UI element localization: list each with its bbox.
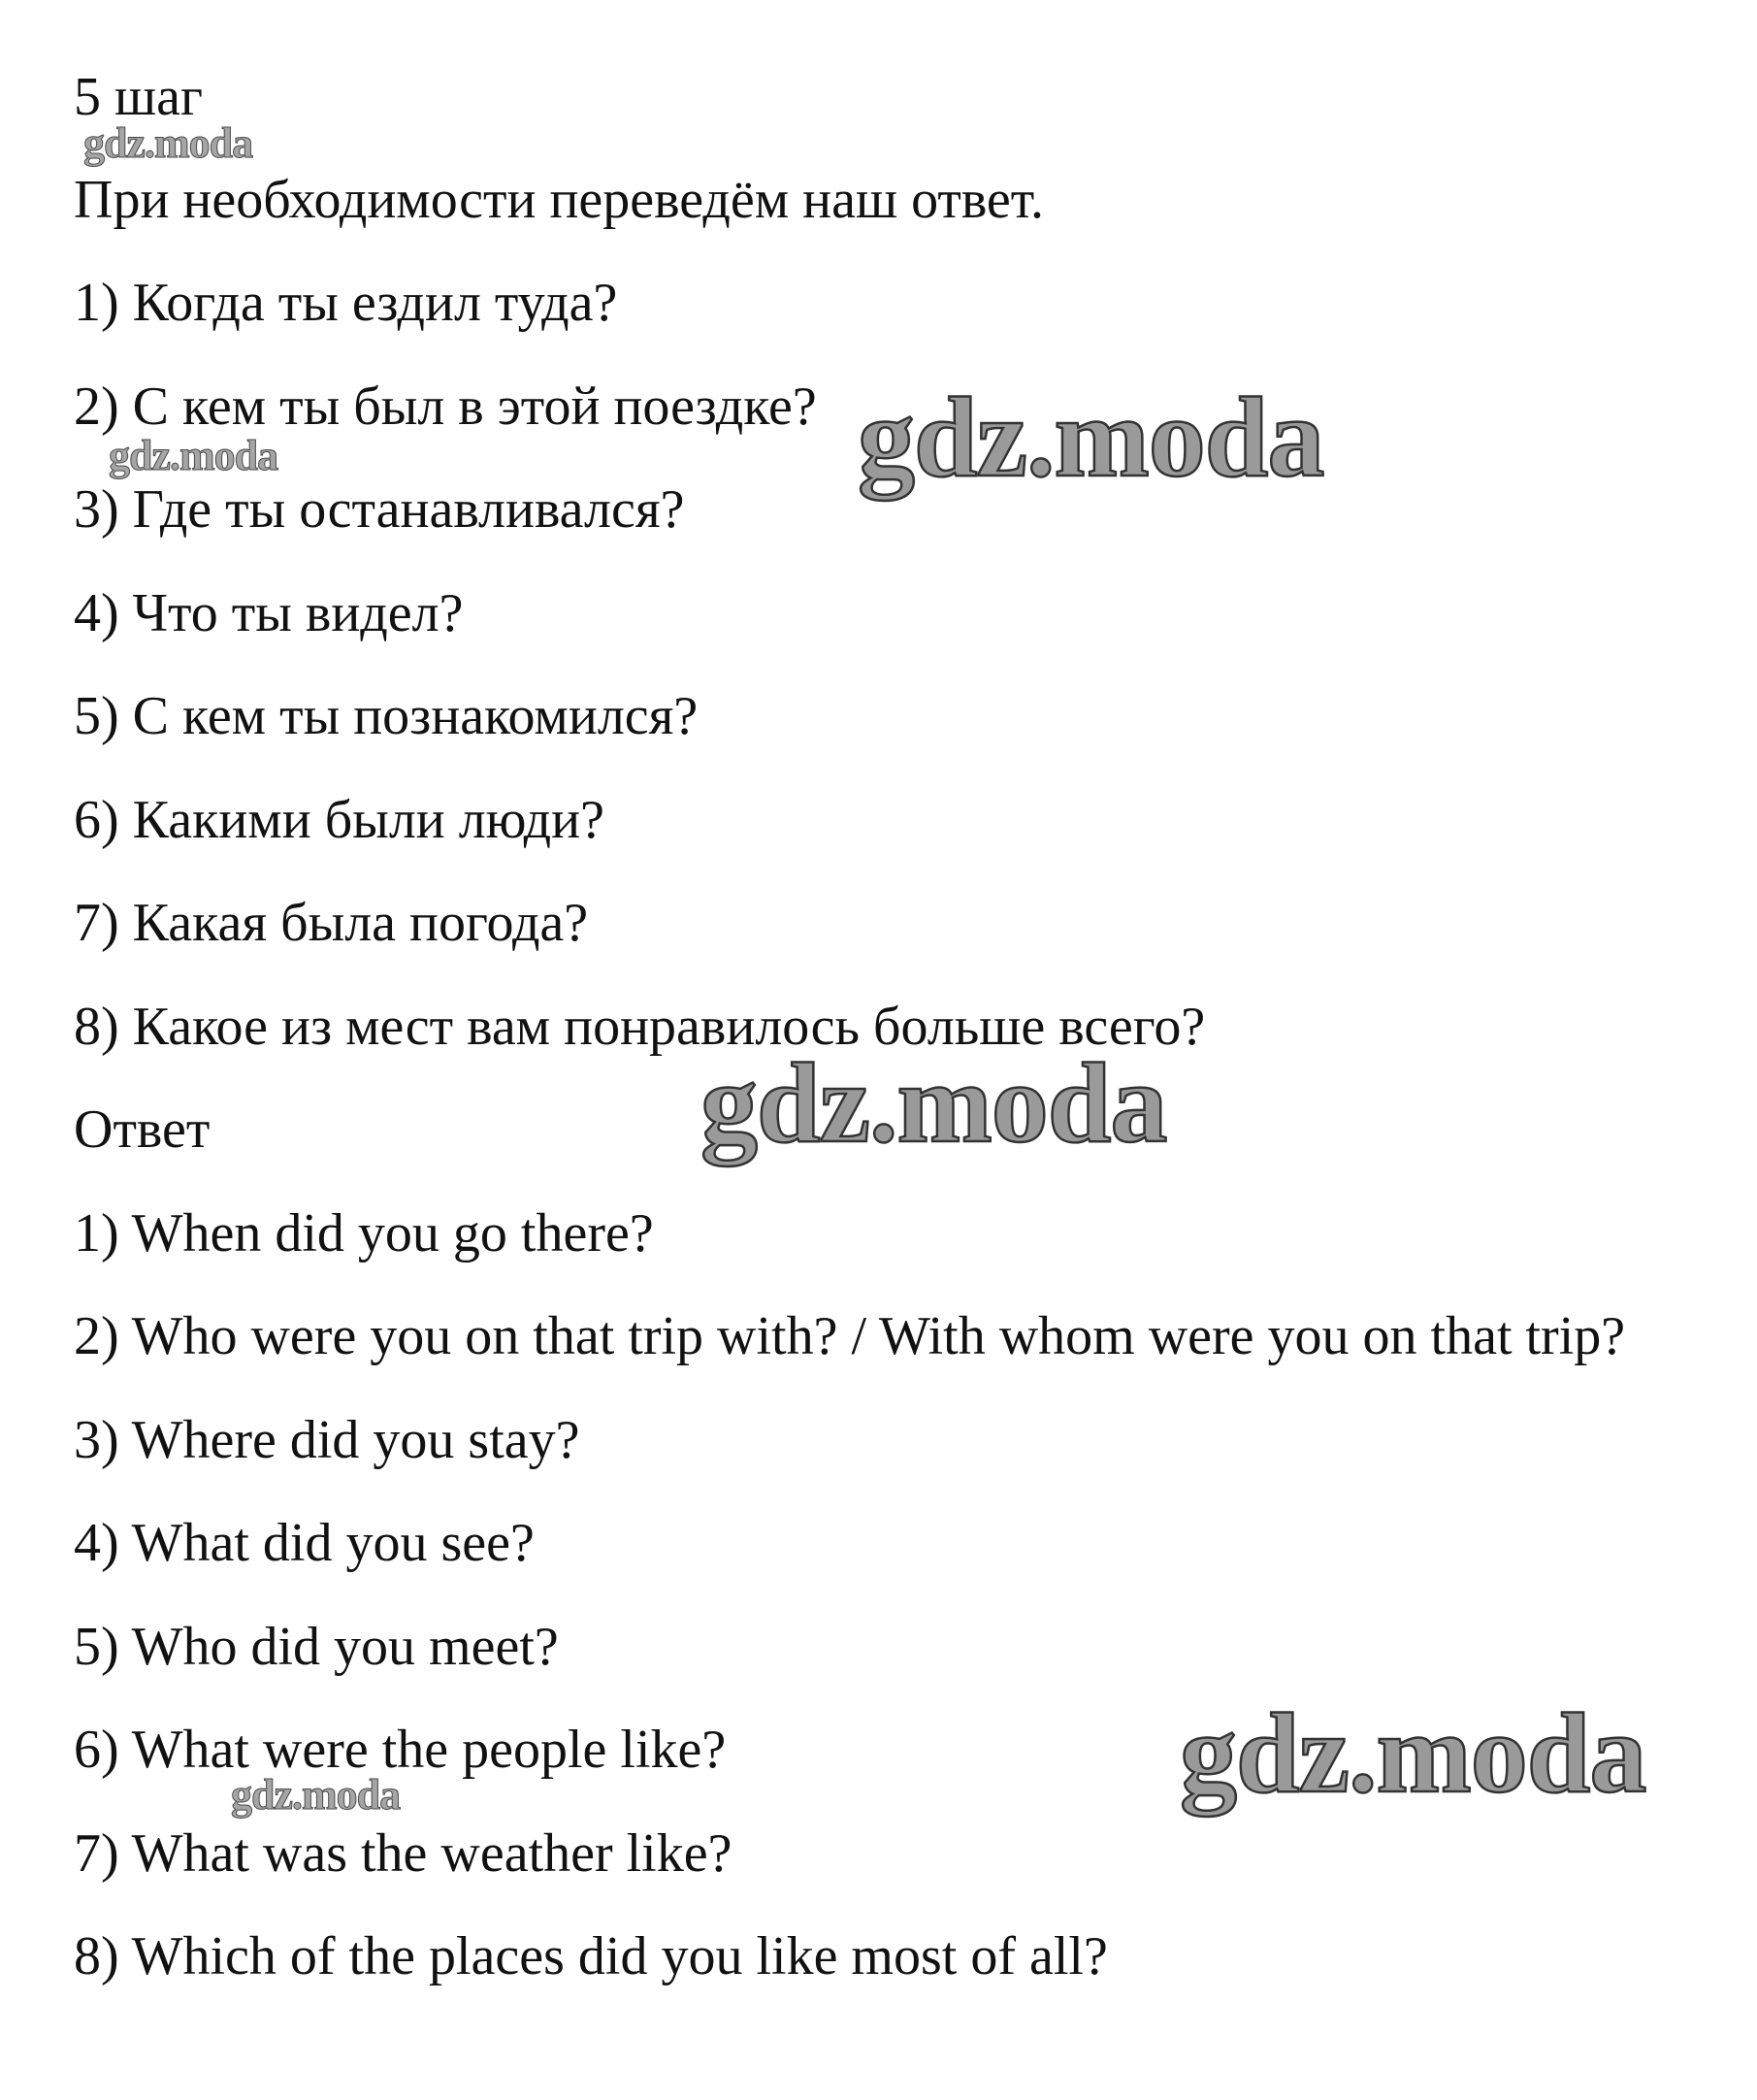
watermark-large-1: gdz.moda (858, 374, 1324, 501)
russian-question-6: 6) Какими были люди? (74, 790, 604, 850)
english-answer-7: 7) What was the weather like? (74, 1823, 732, 1884)
watermark-large-3: gdz.moda (1180, 1690, 1646, 1817)
step-heading: 5 шаг (74, 67, 203, 127)
answer-label: Ответ (74, 1099, 211, 1160)
intro-text: При необходимости переведём наш ответ. (74, 170, 1045, 230)
english-answer-8: 8) Which of the places did you like most of all? (74, 1926, 1108, 1986)
english-answer-1: 1) When did you go there? (74, 1203, 654, 1263)
watermark-small-3: gdz.moda (231, 1771, 401, 1819)
english-answer-2: 2) Who were you on that trip with? / With whom were you on that trip? (74, 1306, 1626, 1366)
russian-question-4: 4) Что ты видел? (74, 583, 464, 643)
english-answer-3: 3) Where did you stay? (74, 1410, 580, 1470)
english-answer-4: 4) What did you see? (74, 1513, 535, 1573)
russian-question-8: 8) Какое из мест вам понравилось больше всего? (74, 997, 1206, 1057)
russian-question-2: 2) С кем ты был в этой поездке? (74, 377, 817, 437)
watermark-small-2: gdz.moda (109, 432, 278, 479)
russian-question-7: 7) Какая была погода? (74, 893, 589, 953)
russian-question-1: 1) Когда ты ездил туда? (74, 273, 618, 333)
russian-question-3: 3) Где ты останавливался? (74, 479, 685, 540)
russian-question-5: 5) С кем ты познакомился? (74, 686, 699, 746)
english-answer-5: 5) Who did you meet? (74, 1617, 559, 1677)
watermark-large-2: gdz.moda (700, 1039, 1167, 1166)
watermark-small-1: gdz.moda (83, 119, 253, 167)
english-answer-6: 6) What were the people like? (74, 1720, 727, 1780)
